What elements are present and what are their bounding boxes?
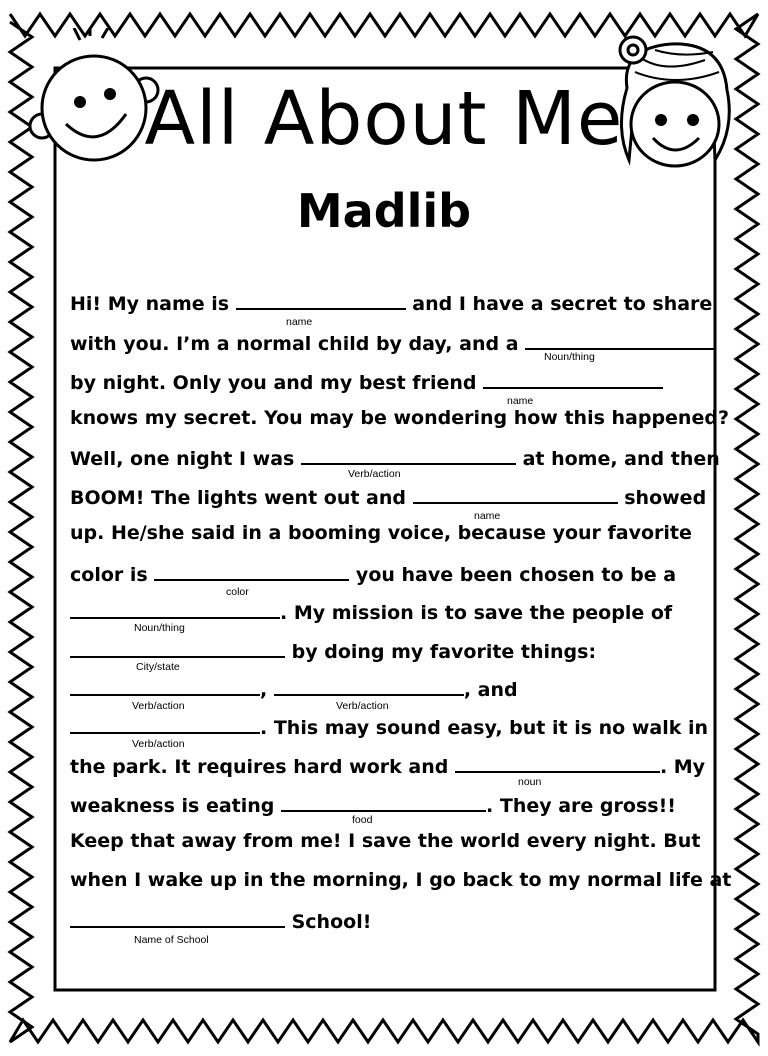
story-text: knows my secret. You may be wondering how this happened? [70, 407, 729, 429]
hint-noun: noun [518, 776, 542, 788]
fill-in-blank[interactable] [525, 332, 715, 350]
story-text: weakness is eating [70, 795, 282, 817]
story-text: you have been chosen to be a [349, 564, 677, 586]
fill-in-blank[interactable] [413, 486, 618, 504]
story-text: School! [285, 911, 372, 933]
story-text: . My mission is to save the people of [280, 602, 673, 624]
hint-name-2: name [507, 395, 534, 407]
story-text: . My [659, 756, 706, 778]
story-text: , and [463, 679, 518, 701]
hint-name-of-school: Name of School [134, 934, 209, 946]
hint-color: color [226, 586, 249, 598]
story-line [70, 716, 708, 738]
fill-in-blank[interactable] [70, 910, 285, 928]
story-text: and I have a secret to share [405, 293, 713, 315]
story-text: showed [617, 487, 707, 509]
hint-verb-action-2: Verb/action [132, 700, 185, 712]
hint-noun-thing-2: Noun/thing [134, 622, 185, 634]
fill-in-blank[interactable] [154, 563, 349, 581]
fill-in-blank[interactable] [483, 371, 663, 389]
hint-name-1: name [286, 316, 313, 328]
hint-verb-action-1: Verb/action [348, 468, 401, 480]
story-line [70, 524, 692, 543]
story-line [70, 292, 712, 314]
story-text: up. He/she said in a booming voice, because your favorite [70, 522, 692, 544]
story-text: Keep that away from me! I save the world every night. But [70, 830, 701, 852]
hint-city-state: City/state [136, 661, 180, 673]
story-line [70, 640, 596, 662]
story-line [70, 910, 371, 932]
story-line [70, 447, 720, 469]
story-line [70, 486, 706, 508]
page-subtitle: Madlib [296, 184, 472, 238]
story-line [70, 332, 715, 354]
fill-in-blank[interactable] [301, 447, 516, 465]
story-text: . They are gross!! [486, 795, 676, 817]
story-text: at home, and then [515, 448, 720, 470]
story-text: color is [70, 564, 155, 586]
story-line [70, 678, 518, 700]
fill-in-blank[interactable] [70, 716, 260, 734]
fill-in-blank[interactable] [455, 755, 660, 773]
story-line [70, 755, 705, 777]
story-line [70, 409, 729, 428]
story-text: Hi! My name is [70, 293, 236, 315]
story-text: , [260, 679, 274, 701]
hint-noun-thing-1: Noun/thing [544, 351, 595, 363]
fill-in-blank[interactable] [274, 678, 464, 696]
story-line [70, 371, 663, 393]
story-line [70, 832, 700, 851]
story-line [70, 563, 676, 585]
story-text: BOOM! The lights went out and [70, 487, 413, 509]
story-text: with you. I’m a normal child by day, and a [70, 333, 526, 355]
hint-verb-action-3: Verb/action [336, 700, 389, 712]
story-text: . This may sound easy, but it is no walk in [260, 717, 709, 739]
hint-verb-action-4: Verb/action [132, 738, 185, 750]
story-text: the park. It requires hard work and [70, 756, 455, 778]
story-line [70, 601, 672, 623]
story-line [70, 871, 731, 890]
hint-name-3: name [474, 510, 501, 522]
fill-in-blank[interactable] [281, 794, 486, 812]
hint-food: food [352, 814, 373, 826]
page-title: All About Me [144, 76, 624, 162]
story-text: Well, one night I was [70, 448, 301, 470]
story-text: by doing my favorite things: [285, 641, 597, 663]
story-line [70, 794, 676, 816]
fill-in-blank[interactable] [70, 678, 260, 696]
fill-in-blank[interactable] [70, 640, 285, 658]
fill-in-blank[interactable] [236, 292, 406, 310]
story-text: by night. Only you and my best friend [70, 372, 484, 394]
story-text: when I wake up in the morning, I go back to my normal life at [70, 869, 732, 891]
fill-in-blank[interactable] [70, 601, 280, 619]
